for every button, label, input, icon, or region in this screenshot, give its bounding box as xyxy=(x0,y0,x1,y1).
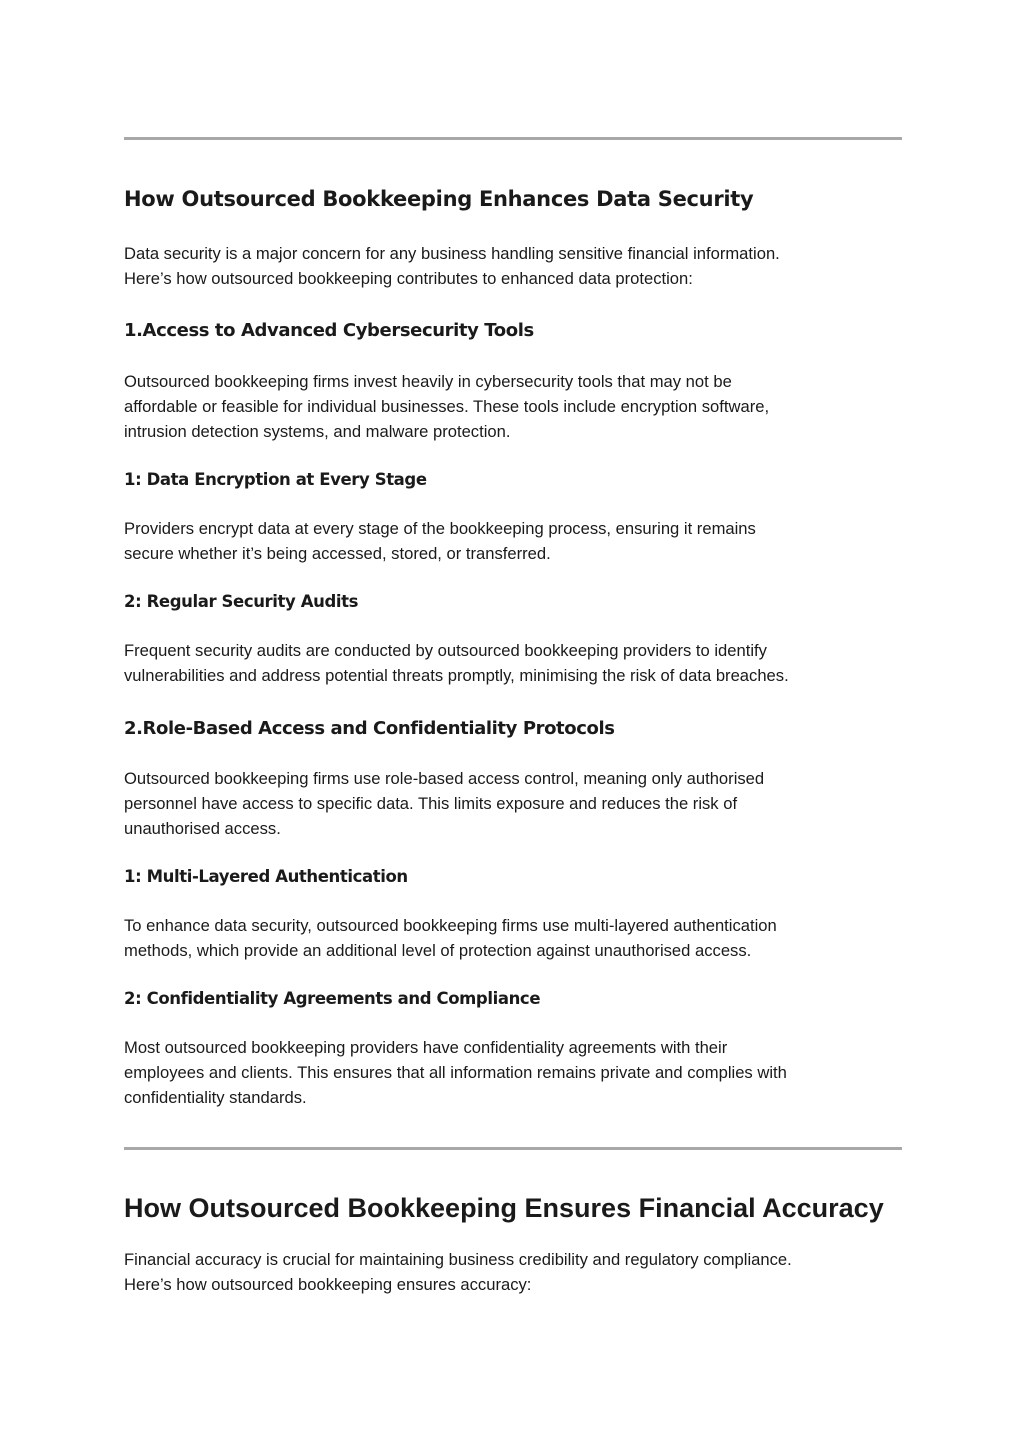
paragraph-multi-layered-authentication xyxy=(124,913,902,963)
paragraph-role-based-access xyxy=(124,766,902,841)
text-line: unauthorised access. xyxy=(124,819,281,838)
minor-heading-confidentiality-agreements: 2: Confidentiality Agreements and Compliance xyxy=(124,989,541,1008)
text-line: To enhance data security, outsourced bookkeeping firms use multi-layered authentication xyxy=(124,916,777,935)
paragraph-cybersecurity-tools xyxy=(124,369,902,444)
horizontal-divider xyxy=(124,137,902,140)
subheading-role-based-access: 2.Role-Based Access and Confidentiality Protocols xyxy=(124,718,615,739)
text-line: Most outsourced bookkeeping providers have confidentiality agreements with their xyxy=(124,1038,728,1057)
text-line: Here’s how outsourced bookkeeping contributes to enhanced data protection: xyxy=(124,269,693,288)
text-line: Here’s how outsourced bookkeeping ensures accuracy: xyxy=(124,1275,532,1294)
text-line: Providers encrypt data at every stage of the bookkeeping process, ensuring it remains xyxy=(124,519,756,538)
text-line: Outsourced bookkeeping firms invest heavily in cybersecurity tools that may not be xyxy=(124,372,732,391)
text-line: affordable or feasible for individual businesses. These tools include encryption software, xyxy=(124,397,770,416)
text-line: vulnerabilities and address potential threats promptly, minimising the risk of data breaches. xyxy=(124,666,789,685)
paragraph-security-audits xyxy=(124,638,902,688)
text-line: Frequent security audits are conducted by outsourced bookkeeping providers to identify xyxy=(124,641,767,660)
section-heading-financial-accuracy: How Outsourced Bookkeeping Ensures Financial Accuracy xyxy=(124,1193,884,1223)
text-line: intrusion detection systems, and malware protection. xyxy=(124,422,511,441)
section-intro-paragraph xyxy=(124,241,902,291)
paragraph-data-encryption xyxy=(124,516,902,566)
minor-heading-data-encryption: 1: Data Encryption at Every Stage xyxy=(124,470,427,489)
text-line: Data security is a major concern for any business handling sensitive financial information. xyxy=(124,244,780,263)
text-line: personnel have access to specific data. This limits exposure and reduces the risk of xyxy=(124,794,738,813)
paragraph-confidentiality-agreements xyxy=(124,1035,902,1110)
subheading-cybersecurity-tools: 1.Access to Advanced Cybersecurity Tools xyxy=(124,320,534,341)
section-intro-paragraph xyxy=(124,1247,902,1297)
minor-heading-security-audits: 2: Regular Security Audits xyxy=(124,592,359,611)
text-line: confidentiality standards. xyxy=(124,1088,307,1107)
text-line: employees and clients. This ensures that all information remains private and complies with xyxy=(124,1063,787,1082)
text-line: secure whether it’s being accessed, stored, or transferred. xyxy=(124,544,551,563)
text-line: methods, which provide an additional level of protection against unauthorised access. xyxy=(124,941,752,960)
minor-heading-multi-layered-authentication: 1: Multi-Layered Authentication xyxy=(124,867,408,886)
text-line: Outsourced bookkeeping firms use role-based access control, meaning only authorised xyxy=(124,769,765,788)
text-line: Financial accuracy is crucial for maintaining business credibility and regulatory compliance. xyxy=(124,1250,792,1269)
section-heading-data-security: How Outsourced Bookkeeping Enhances Data Security xyxy=(124,187,754,211)
horizontal-divider xyxy=(124,1147,902,1150)
